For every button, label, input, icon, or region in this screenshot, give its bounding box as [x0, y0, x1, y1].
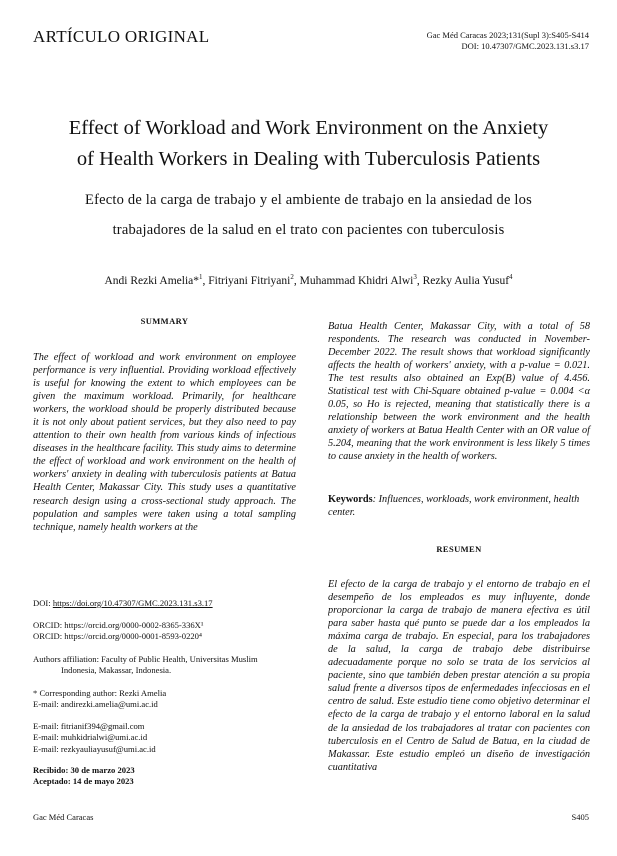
corresponding-author: * Corresponding author: Rezki Amelia E-mail: andirezki.amelia@umi.ac.id — [33, 688, 303, 711]
article-title — [30, 113, 587, 175]
author-emails — [33, 721, 303, 755]
subtitle-line-2: trabajadores de la salud en el trato con pacientes con tuberculosis — [112, 222, 505, 238]
corresponding-email: E-mail: andirezki.amelia@umi.ac.id — [33, 699, 158, 710]
article-subtitle — [30, 185, 587, 245]
orcid-block — [33, 620, 303, 643]
doi-link[interactable]: https://doi.org/10.47307/GMC.2023.131.s3.17 — [52, 598, 213, 608]
dates — [33, 765, 303, 788]
resumen-text: El efecto de la carga de trabajo y el entorno de trabajo en el desempeño de los empleados es muy influyente, donde proporcionar la carga de trabajo de manera efectiva es útil para saber hasta qué punto se puede dar a los empleados la máxima carga de trabajo. En especial, para los trabajadores de la salud, la carga de trabajo debe distribuirse adecuadamente porque no solo se trata de los servicios al paciente, sino que también deben prestar atención a su propia salud frente a diversos tipos de enfermedades infecciosas en el centro de salud. Este estudio tiene como objetivo determinar el efecto de la carga de trabajo y el entorno laboral en la salud de la ansiedad de los trabajadores al tratar con pacientes con tuberculosis en el Centro de Salud de Batua, en la ciudad de Makassar. Este estudio empleó un diseño de investigación cuantitativa — [328, 579, 590, 773]
resumen-heading: RESUMEN — [436, 544, 482, 554]
author: Fitriyani Fitriyani$^2$, — [208, 273, 300, 287]
orcid-2[interactable]: ORCID: https://orcid.org/0000-0001-8593-0220⁴ — [33, 631, 202, 642]
title-line-2: of Health Workers in Dealing with Tuberculosis Patients — [76, 148, 541, 170]
author-list — [20, 273, 597, 287]
affiliation: Authors affiliation: Faculty of Public Health, Universitas Muslim Indonesia, Makassar, Indonesia. — [33, 654, 258, 676]
orcid-1[interactable]: ORCID: https://orcid.org/0000-0002-8365-336X¹ — [33, 620, 204, 630]
author: Rezky Aulia Yusuf$^4$ — [422, 273, 513, 287]
keywords — [328, 493, 590, 519]
footer-journal: Gac Méd Caracas — [33, 812, 94, 822]
summary-text-part-1: The effect of workload and work environment on employee performance is very influential. Providing workload effectively is useful for knowing the extent to which employees can be given the maximum workload. Primarily, for healthcare workers, the workload should be properly distributed because it is not only about patient services, but they also need to pay attention to their own health from various kinds of infectious diseases in the healthcare facility. This study aims to determine the effect of workload and work environment on the health of workers' anxiety in dealing with tuberculosis patients at Batua Health Center, Makassar City. This study uses a quantitative research design using a cross-sectional study approach. The population and samples were taken using a total sampling technique, namely health workers at the — [33, 352, 296, 533]
keywords-label: Keywords — [328, 494, 373, 505]
journal-doi: DOI: 10.47307/GMC.2023.131.s3.17 — [461, 41, 589, 51]
journal-reference: Gac Méd Caracas 2023;131(Supl 3):S405-S414 — [426, 30, 589, 40]
email-1: E-mail: fitrianif394@gmail.com — [33, 721, 145, 731]
page-number: S405 — [571, 812, 589, 822]
accepted-date: Aceptado: 14 de mayo 2023 — [33, 776, 134, 787]
title-line-1: Effect of Workload and Work Environment on the Anxiety — [68, 117, 549, 139]
journal-citation — [427, 30, 589, 52]
email-2: E-mail: muhkidrialwi@umi.ac.id — [33, 732, 148, 743]
section-label: ARTÍCULO ORIGINAL — [33, 27, 210, 46]
received-date: Recibido: 30 de marzo 2023 — [33, 765, 135, 775]
author: Andi Rezki Amelia*$^1$, — [104, 273, 209, 287]
summary-heading: SUMMARY — [140, 316, 189, 326]
author: Muhammad Khidri Alwi$^3$, — [299, 273, 423, 287]
summary-text-part-2: Batua Health Center, Makassar City, with a total of 58 respondents. The research was conducted in November-December 2022. The result shows that workload significantly affects the health of workers' anxiety, with a p-value = 0.021. The test results also obtained an Exp(B) value of 4.456. Statistical test with Chi-Square obtained p-value = 0.004 <α 0.05, so Ho is rejected, meaning that statistically there is a relationship between the work environment and the health anxiety of workers at Batua Health Center with an OR value of 5.204, meaning that the work environment is less likely 5 times to cause anxiety in the health of workers. — [328, 321, 590, 463]
keywords-text: : Influences, workloads, work environment, health center. — [328, 494, 580, 518]
doi-line: DOI: https://doi.org/10.47307/GMC.2023.131.s3.17 — [33, 598, 213, 608]
subtitle-line-1: Efecto de la carga de trabajo y el ambiente de trabajo en la ansiedad de los — [85, 192, 532, 208]
email-3: E-mail: rezkyauliayusuf@umi.ac.id — [33, 743, 156, 754]
